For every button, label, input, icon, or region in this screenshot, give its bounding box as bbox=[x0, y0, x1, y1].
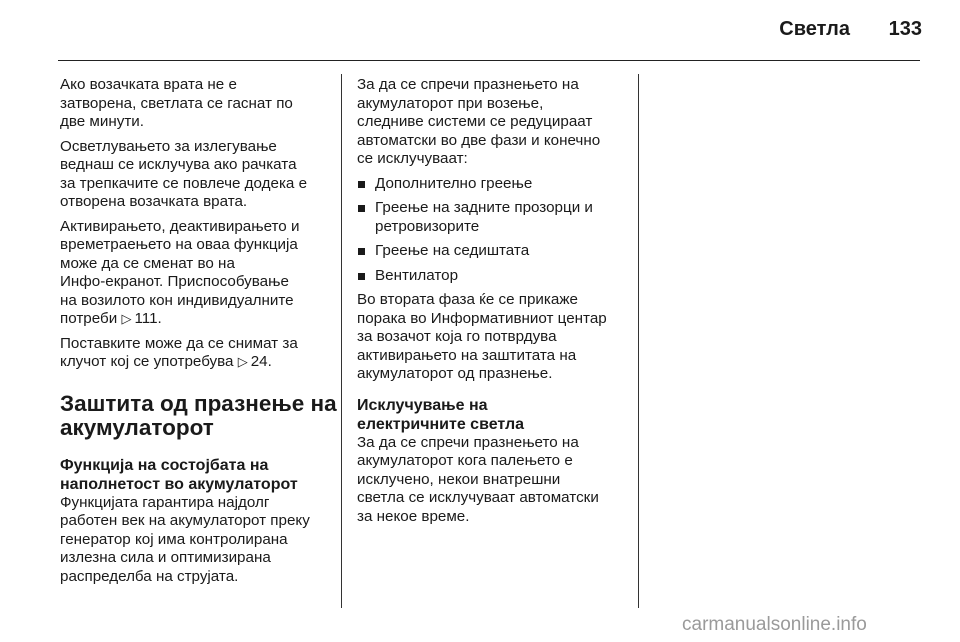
left-column bbox=[60, 76, 337, 592]
column-divider-right bbox=[638, 74, 639, 608]
header-rule bbox=[58, 60, 920, 61]
middle-column bbox=[357, 76, 629, 532]
paragraph-exit-lighting: Осветлувањето за излегување веднаш се исклучува ако рачката за трепкачите се повлече додека е отворена возачката врата. bbox=[60, 137, 308, 210]
list-item: Дополнително греење bbox=[357, 175, 629, 194]
paragraph-reduce-systems: За да се спречи празнењето на акумулаторот при возење, следниве системи се редуцираат автоматски во две фази и конечно се исклучуваат: bbox=[357, 76, 601, 167]
column-divider-left bbox=[341, 74, 342, 608]
section-heading-battery-protection: Заштита од празнење на акумулаторот bbox=[60, 390, 337, 440]
page-reference-link[interactable]: 24. bbox=[250, 353, 272, 370]
paragraph-interior-lights: За да се спречи празнењето на акумулаторот кога палењето е исклучено, некои внатрешни светла се исклучуваат автоматски за некое време. bbox=[357, 433, 599, 525]
subheading-lights-off: Исклучување на електричните светла bbox=[357, 396, 525, 433]
list-item: Греење на седиштата bbox=[357, 242, 629, 261]
paragraph-second-phase: Во втората фаза ќе се прикаже порака во Информативниот центар за возачот која го потврдува активирањето на заштитата на акумулаторот од празнење. bbox=[357, 291, 607, 382]
subheading-charge-state: Функција на состојбата на наполнетост во акумулаторот bbox=[60, 456, 298, 493]
list-item: Греење на задните прозорци и ретровизорите bbox=[357, 199, 629, 236]
paragraph-door-open: Ако возачката врата не е затворена, светлата се гаснат по две минути. bbox=[60, 76, 293, 130]
page-reference-icon: ▷ bbox=[121, 311, 132, 326]
paragraph-generator: Функцијата гарантира најдолг работен век на акумулаторот преку генератор кој има контролирана излезна сила и оптимизирана распределба на струјата. bbox=[60, 493, 310, 585]
page-number: 133 bbox=[888, 18, 922, 40]
page-reference-icon: ▷ bbox=[237, 354, 248, 369]
bullet-list-systems bbox=[357, 175, 629, 286]
watermark: carmanualsonline.info bbox=[682, 614, 867, 635]
paragraph-key-settings: Поставките може да се снимат за клучот кој се употребува ▷ 24. bbox=[60, 334, 298, 370]
page-header-title: Светла bbox=[779, 18, 850, 40]
page-reference-link[interactable]: 111. bbox=[134, 310, 162, 327]
list-item: Вентилатор bbox=[357, 267, 629, 286]
paragraph-info-display: Активирањето, деактивирањето и времетраењето на оваа функција може да се сменат во на Инфо-екранот. Приспособување на возилото кон индивидуалните потреби ▷ 111. bbox=[60, 217, 300, 327]
